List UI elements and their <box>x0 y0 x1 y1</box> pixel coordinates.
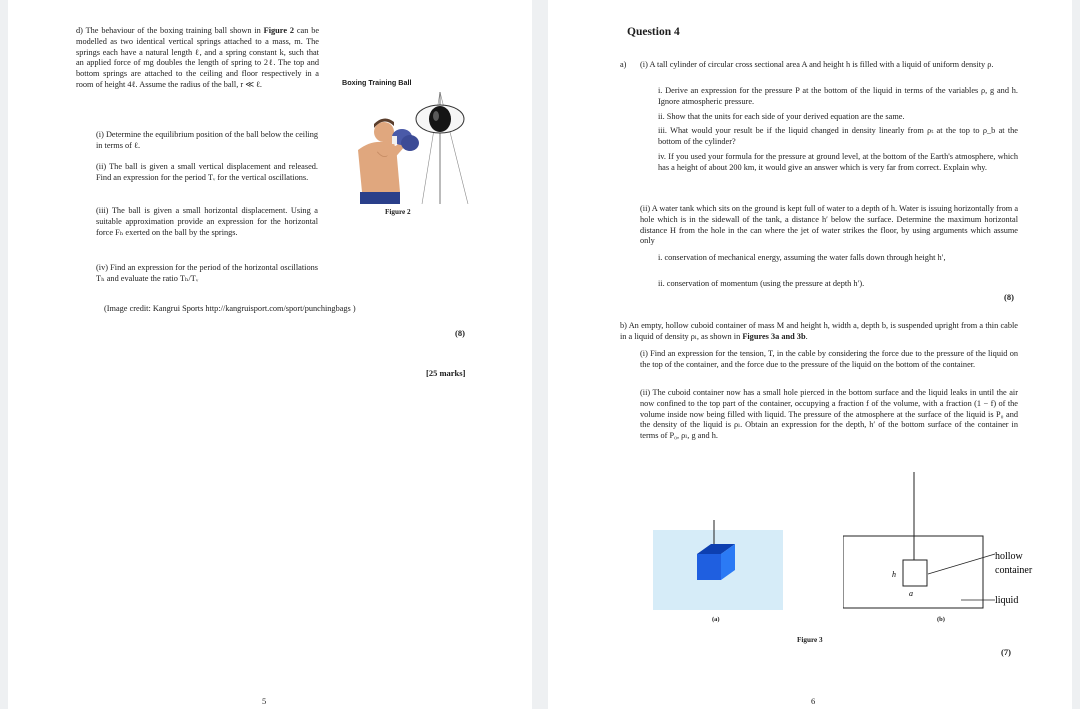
left-page <box>8 0 532 709</box>
question-a-i-2: ii. Show that the units for each side of your derived equation are the same. <box>658 112 905 121</box>
question-d-intro: d) The behaviour of the boxing training ball shown in Figure 2 can be modelled as two identical vertical springs attached to a mass, m. The springs each have a natural length ℓ, and a spring constant k, such that an applied force of mg doubles the length of spring to 2ℓ. The top and bottom springs are attached to the ceiling and floor respectively in a room of height 4ℓ. Assume the radius of the ball, r ≪ ℓ. <box>76 26 320 89</box>
height-label: h <box>892 570 896 579</box>
page-number: 6 <box>811 696 816 706</box>
figure-3a-diagram <box>653 520 783 610</box>
question-d-iii: (iii) The ball is given a small horizontal displacement. Using a suitable approximation provide an expression for the horizontal force Fₕ exerted on the ball by the springs. <box>96 206 318 237</box>
width-label: a <box>909 589 913 598</box>
liquid-callout: liquid <box>995 595 1019 606</box>
question-a-ii: (ii) A water tank which sits on the ground is kept full of water to a depth of h. Water is issuing horizontally from a hole which is in the sidewall of the tank, a distance h′ below the surface. Determine the maximum horizontal distance H from the hole in the can where the jet of water strikes the floor, by using arguments which assume only <box>640 204 1018 246</box>
question-a-i-1: i. Derive an expression for the pressure P at the bottom of the liquid in terms of the variables ρ, g and h. Ignore atmospheric pressure. <box>658 86 1018 106</box>
part-b-marks: (7) <box>1001 647 1011 657</box>
figure-3-caption: Figure 3 <box>797 636 823 644</box>
total-marks: [25 marks] <box>426 368 466 378</box>
figure-3b-diagram <box>843 470 1048 610</box>
figures-3-reference: Figures 3a and 3b <box>742 331 806 341</box>
hollow-container-box <box>903 560 927 586</box>
part-a-label: a) <box>620 60 627 69</box>
question-a-ii-1: i. conservation of mechanical energy, assuming the water falls down through height h′, <box>658 253 946 262</box>
page-number: 5 <box>262 696 267 706</box>
right-page <box>548 0 1072 709</box>
hollow-pointer-line <box>928 554 995 574</box>
question-d-i: (i) Determine the equilibrium position of the ball below the ceiling in terms of ℓ. <box>96 130 318 150</box>
question-b-intro: b) An empty, hollow cuboid container of mass M and height h, width a, depth b, is suspended upright from a thin cable in a liquid of density ρₗ, as shown in Figures 3a and 3b. <box>620 321 1018 341</box>
question-d-iv: (iv) Find an expression for the period of the horizontal oscillations Tₕ and evaluate the ratio Tₕ/Tᵥ <box>96 263 318 283</box>
boxing-training-ball-image <box>338 92 478 204</box>
question-a-i-4: iv. If you used your formula for the pressure at ground level, at the bottom of the Earth's atmosphere, which has a height of about 200 km, it would give an answer which is very far from correct. Explain why. <box>658 152 1018 172</box>
figure-3a-label: (a) <box>712 616 720 623</box>
question-d-ii: (ii) The ball is given a small vertical displacement and released. Find an expression for the period Tᵥ for the vertical oscillations. <box>96 162 318 182</box>
question-a-i-3: iii. What would your result be if the liquid changed in density linearly from ρₜ at the top to ρ_b at the bottom of the cylinder? <box>658 126 1018 146</box>
figure-3b-label: (b) <box>937 616 945 623</box>
question-a-ii-2: ii. conservation of momentum (using the pressure at depth h′). <box>658 279 865 288</box>
figure-2-caption: Figure 2 <box>385 208 411 216</box>
image-title: Boxing Training Ball <box>342 78 412 87</box>
question-b-i: (i) Find an expression for the tension, T, in the cable by considering the force due to the pressure of the liquid on the top of the container, and the force due to the pressure of the liquid on the bottom of the container. <box>640 349 1018 369</box>
container-callout: container <box>995 565 1033 576</box>
question-b-ii: (ii) The cuboid container now has a small hole pierced in the bottom surface and the liquid leaks in until the air now confined to the top part of the container, occupying a fraction f of the volume, with a fraction (1 − f) of the volume inside now being filled with liquid. The pressure of the atmosphere at the surface of the liquid is P₀ and the density of the liquid is ρₗ. Obtain an expression for the depth, h′ of the bottom surface of the container in terms of P₀, ρₗ, g and h. <box>640 388 1018 441</box>
part-a-marks: (8) <box>1004 292 1014 302</box>
figure-2-reference: Figure 2 <box>263 26 294 35</box>
question-4-heading: Question 4 <box>627 26 680 38</box>
marks-label: (8) <box>455 328 465 338</box>
image-credit: (Image credit: Kangrui Sports http://kangruisport.com/sport/punchingbags ) <box>104 304 356 313</box>
question-a-i: (i) A tall cylinder of circular cross sectional area A and height h is filled with a liquid of uniform density ρ. <box>640 60 994 69</box>
hollow-callout: hollow <box>995 551 1023 562</box>
